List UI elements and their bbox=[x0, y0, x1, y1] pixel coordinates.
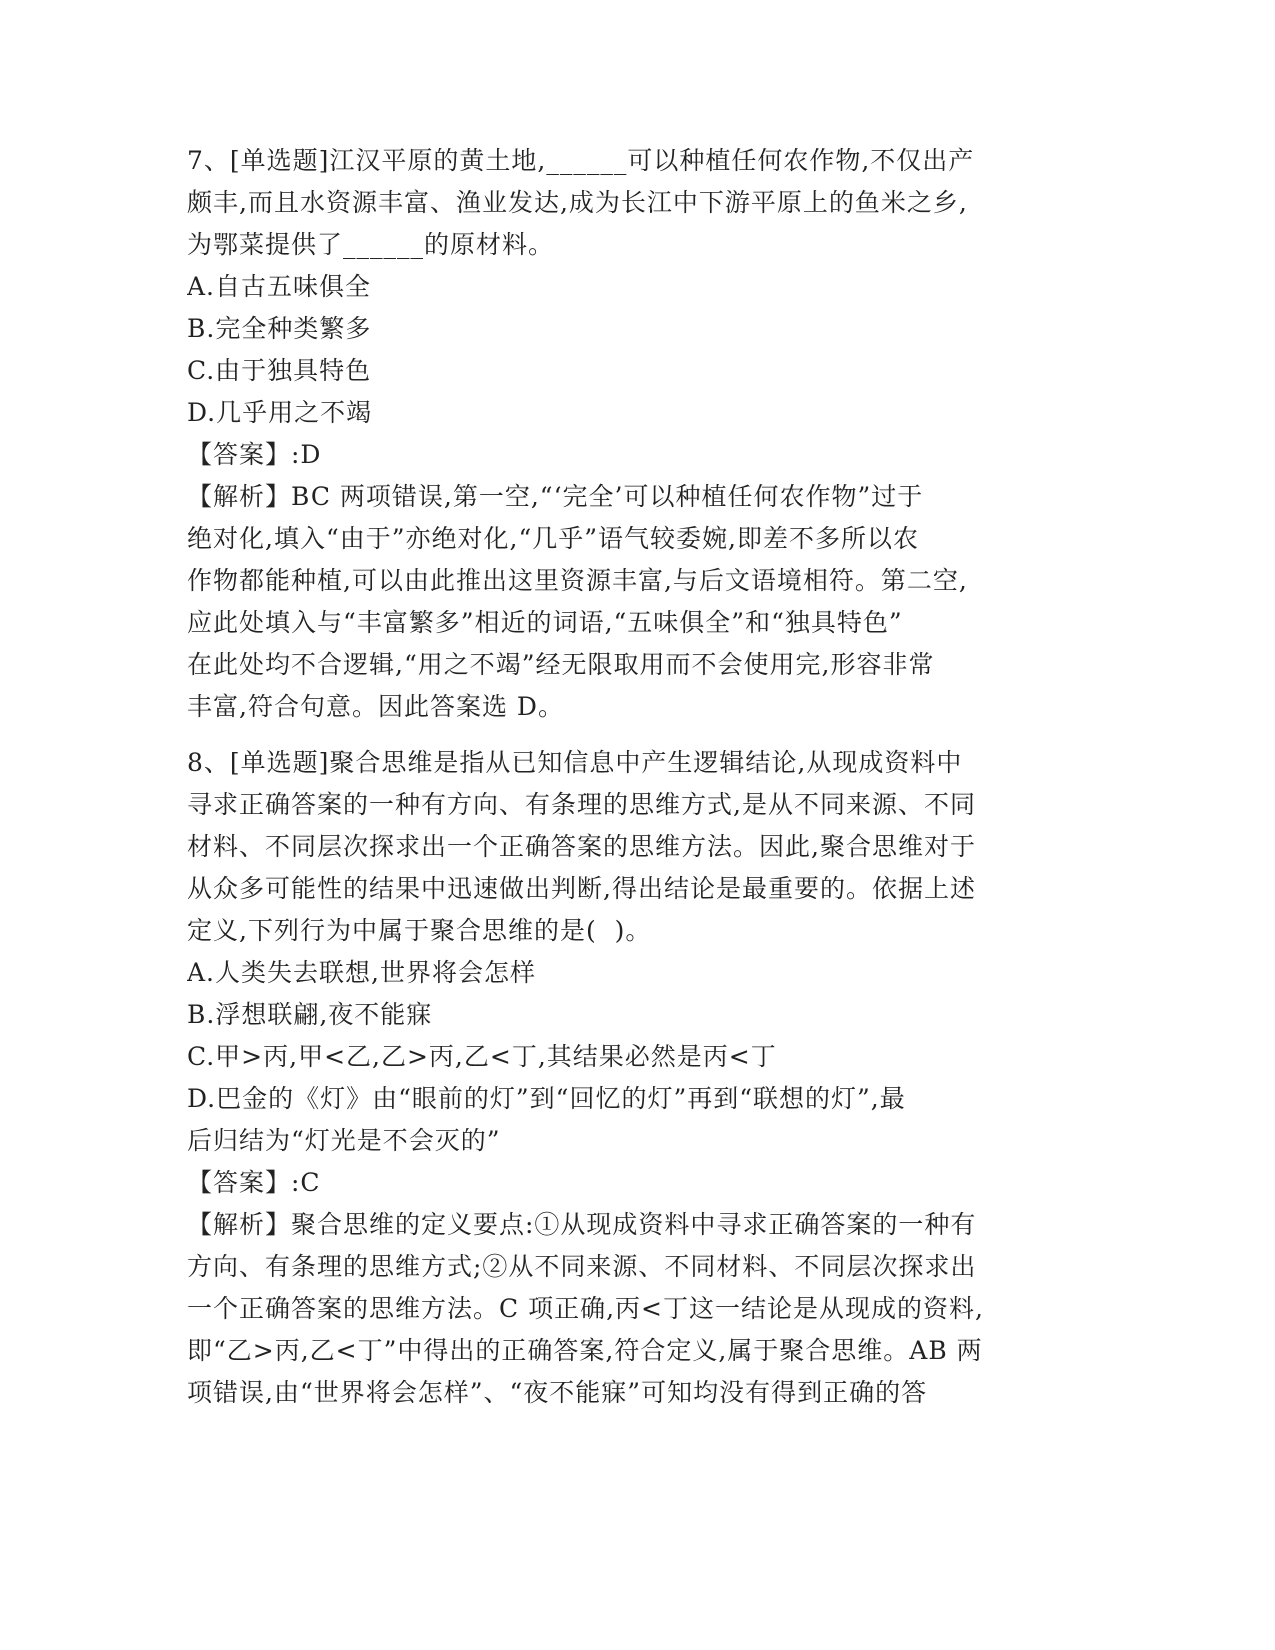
option-b: B.完全种类繁多 bbox=[187, 314, 372, 343]
question-stem-line: 颇丰,而且水资源丰富、渔业发达,成为长江中下游平原上的鱼米之乡, bbox=[187, 188, 968, 217]
answer-line: 【答案】:C bbox=[187, 1168, 321, 1197]
option-c: C.甲>丙,甲<乙,乙>丙,乙<丁,其结果必然是丙<丁 bbox=[187, 1042, 777, 1071]
option-a: A.自古五味俱全 bbox=[187, 272, 372, 301]
option-d-continued: 后归结为“灯光是不会灭的” bbox=[187, 1126, 501, 1155]
option-b: B.浮想联翩,夜不能寐 bbox=[187, 1000, 433, 1029]
question-stem-line: 为鄂菜提供了______的原材料。 bbox=[187, 230, 555, 259]
analysis-line: 项错误,由“世界将会怎样”、“夜不能寐”可知均没有得到正确的答 bbox=[187, 1378, 928, 1407]
option-c: C.由于独具特色 bbox=[187, 356, 372, 385]
analysis-line: 在此处均不合逻辑,“用之不竭”经无限取用而不会使用完,形容非常 bbox=[187, 650, 935, 679]
analysis-line: 一个正确答案的思维方法。C 项正确,丙<丁这一结论是从现成的资料, bbox=[187, 1294, 984, 1323]
document-page bbox=[187, 140, 1067, 1414]
question-stem-line: 定义,下列行为中属于聚合思维的是( )。 bbox=[187, 916, 652, 945]
analysis-line: 绝对化,填入“由于”亦绝对化,“几乎”语气较委婉,即差不多所以农 bbox=[187, 524, 919, 553]
question-stem-line: 从众多可能性的结果中迅速做出判断,得出结论是最重要的。依据上述 bbox=[187, 874, 976, 903]
question-stem-line: 7、[单选题]江汉平原的黄土地,______可以种植任何农作物,不仅出产 bbox=[187, 146, 975, 175]
question-stem-line: 材料、不同层次探求出一个正确答案的思维方法。因此,聚合思维对于 bbox=[187, 832, 976, 861]
answer-line: 【答案】:D bbox=[187, 440, 322, 469]
analysis-line: 丰富,符合句意。因此答案选 D。 bbox=[187, 692, 564, 721]
option-d: D.巴金的《灯》由“眼前的灯”到“回忆的灯”再到“联想的灯”,最 bbox=[187, 1084, 906, 1113]
analysis-line: 【解析】聚合思维的定义要点:①从现成资料中寻求正确答案的一种有 bbox=[187, 1210, 977, 1239]
question-stem-line: 8、[单选题]聚合思维是指从已知信息中产生逻辑结论,从现成资料中 bbox=[187, 748, 963, 777]
analysis-line: 即“乙>丙,乙<丁”中得出的正确答案,符合定义,属于聚合思维。AB 两 bbox=[187, 1336, 983, 1365]
analysis-line: 应此处填入与“丰富繁多”相近的词语,“五味俱全”和“独具特色” bbox=[187, 608, 903, 637]
analysis-line: 方向、有条理的思维方式;②从不同来源、不同材料、不同层次探求出 bbox=[187, 1252, 977, 1281]
option-a: A.人类失去联想,世界将会怎样 bbox=[187, 958, 536, 987]
question-8 bbox=[187, 742, 1067, 1414]
question-7 bbox=[187, 140, 1067, 728]
analysis-line: 【解析】BC 两项错误,第一空,“‘完全’可以种植任何农作物”过于 bbox=[187, 482, 924, 511]
question-separator bbox=[187, 728, 1067, 742]
question-stem-line: 寻求正确答案的一种有方向、有条理的思维方式,是从不同来源、不同 bbox=[187, 790, 976, 819]
option-d: D.几乎用之不竭 bbox=[187, 398, 373, 427]
analysis-line: 作物都能种植,可以由此推出这里资源丰富,与后文语境相符。第二空, bbox=[187, 566, 968, 595]
